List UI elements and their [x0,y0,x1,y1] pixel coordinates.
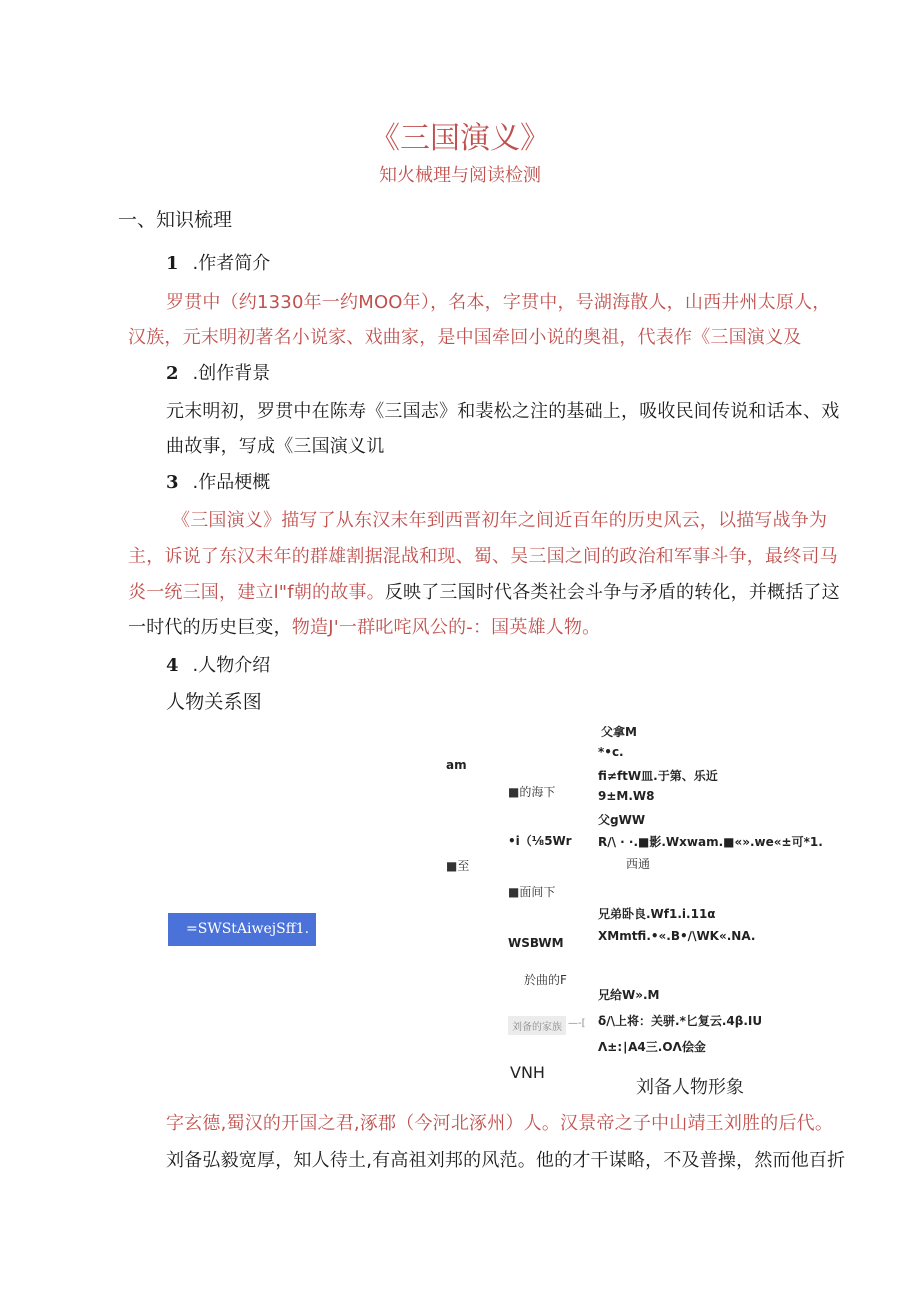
liubei-line-1: 字玄德,蜀汉的开国之君,涿郡（今河北涿州）人。汉景帝之子中山靖王刘胜的后代。 [166,1113,834,1134]
liubei-family-box: 刘备的家族 [508,1016,566,1035]
summary-line-4 [128,613,600,639]
item-heading-summary [166,468,270,494]
item-heading-author [166,249,270,275]
summary-line-2: 主，诉说了东汉末年的群雄割据混战和现、蜀、吴三国之间的政治和军事斗争，最终司马 [128,546,838,567]
item-heading-characters [166,651,270,677]
item-number: 1 [166,253,179,274]
document-subtitle: 知火械理与阅读检测 [379,165,541,186]
summary-line-3 [128,578,840,604]
item-heading-text: .作品梗概 [192,472,271,493]
item-heading-text: .人物介绍 [192,655,271,676]
diagram-right-node: 兄弟卧良.Wf1.i.11α [598,907,716,921]
author-line-2: 汉族，元末明初著名小说家、戏曲家，是中国牵回小说的奥祖，代表作《三国演义及 [128,327,802,348]
diagram-right-node: 西通 [626,857,651,871]
summary-line-3-red: 炎一统三国，建立l"f朝的故事。 [128,582,385,603]
relation-label: 人物关系图 [166,691,263,713]
diagram-node: ■至 [446,859,470,873]
diagram-right-node: fi≠ftW皿.于第、乐近 [598,769,718,783]
summary-line-4-black: 一时代的历史巨变， [128,617,292,638]
item-heading-text: .创作背景 [192,363,271,384]
diagram-right-node: 9±M.W8 [598,789,655,803]
background-line-2: 曲故事，写成《三国演义讥 [166,436,385,457]
diagram-node: ■面间下 [508,885,556,899]
diagram-node: WSBWM [508,936,564,950]
summary-line-3-black: 反映了三国时代各类社会斗争与矛盾的转化，并概括了这 [384,582,840,603]
background-line-1: 元末明初，罗贯中在陈寿《三国志》和裴松之注的基础上，吸收民间传说和话本、戏 [166,401,840,422]
item-heading-background [166,359,270,385]
item-number: 4 [166,655,179,676]
summary-line-4-red: 物造J'一群叱咤风公的-：国英雄人物。 [291,617,601,638]
item-heading-text: .作者简介 [192,253,271,274]
diagram-right-node: *•c. [598,745,624,759]
figure-caption: 刘备人物形象 [636,1077,744,1098]
diagram-right-node: 父拿M [601,725,637,739]
item-number: 2 [166,363,179,384]
diagram-node: ■的海下 [508,785,556,799]
diagram-footer-label: VNH [510,1063,545,1082]
diagram-center-box: =SWStAiwejSff1. [168,913,316,946]
item-number: 3 [166,472,179,493]
diagram-right-node: Λ±:∣A4三.OΛ侩金 [598,1040,706,1054]
document-title: 《三国演义》 [370,121,550,156]
diagram-connector: —-[ [568,1018,586,1029]
diagram-right-node: 父gWW [598,813,646,827]
liubei-line-2: 刘备弘毅宽厚，知人待土,有高祖刘邦的风范。他的才干谋略，不及普操，然而他百折 [166,1150,846,1171]
diagram-node: •i（⅛5Wr [508,834,572,848]
diagram-node: am [446,758,467,772]
author-line-1: 罗贯中（约1330年一约MOO年），名本，字贯中，号湖海散人，山西井州太原人， [166,292,831,313]
diagram-right-node: XMmtfi.•«.B•∕\WK«.NA. [598,929,756,943]
diagram-right-node: 兄给W».M [598,988,660,1002]
summary-line-1: 《三国演义》描写了从东汉末年到西晋初年之间近百年的历史风云，以描写战争为 [172,510,828,531]
diagram-right-node: R∕\ · ·.■影.Wxwam.■«».we«±可*1. [598,835,823,849]
diagram-node: 於曲的F [524,973,567,987]
diagram-right-node: δ∕\上将：关骈.*匕复云.4β.IU [598,1014,763,1028]
section-heading: 一、知识梳理 [118,209,233,231]
